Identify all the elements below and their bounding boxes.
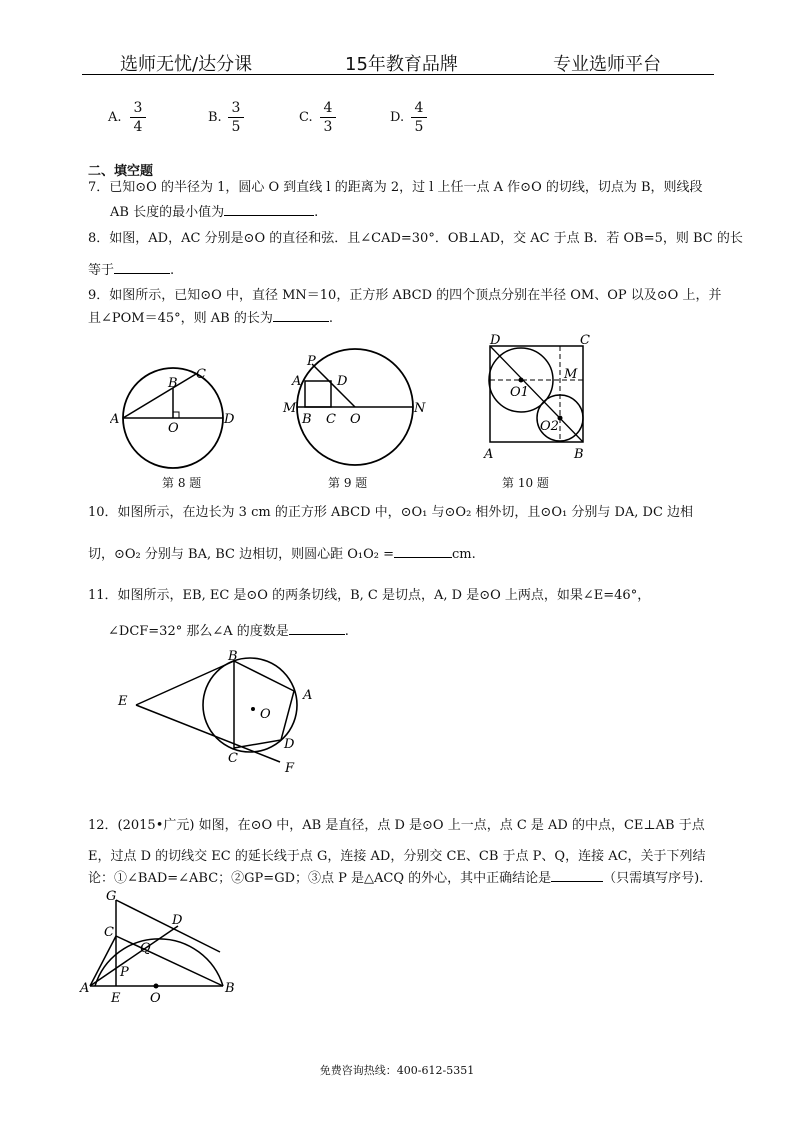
label-f: F xyxy=(285,761,295,776)
option-label: B. xyxy=(208,110,222,125)
radius-op xyxy=(312,364,355,407)
chord-ac xyxy=(90,936,116,986)
label-g: G xyxy=(106,889,117,904)
option-fraction xyxy=(411,100,427,135)
q11-line1: 11．如图所示，EB, EC 是⊙O 的两条切线，B, C 是切点，A, D 是⊙O 上两点，如果∠E=46°， xyxy=(88,588,651,603)
header-divider xyxy=(82,74,714,75)
q12-line1: 12．(2015•广元) 如图，在⊙O 中，AB 是直径，点 D 是⊙O 上一点，点 C 是 AD 的中点，CE⊥AB 于点 xyxy=(88,818,705,833)
right-angle-mark xyxy=(173,412,179,418)
label-n: N xyxy=(414,401,426,416)
footer-hotline: 免费咨询热线：400-612-5351 xyxy=(319,1064,475,1077)
label-d: D xyxy=(224,412,235,427)
figure-10 xyxy=(478,330,608,465)
q8-text: 等于 xyxy=(88,263,115,278)
label-e: E xyxy=(111,991,121,1006)
label-p: P xyxy=(120,965,129,980)
denominator: 5 xyxy=(414,119,424,135)
label-a: A xyxy=(80,981,90,996)
label-d: D xyxy=(172,913,183,928)
label-o: O xyxy=(150,991,161,1006)
denominator: 5 xyxy=(231,119,241,135)
label-c: C xyxy=(196,367,206,382)
label-o2: O2 xyxy=(540,419,559,434)
answer-blank xyxy=(394,545,452,558)
header-right: 专业选师平台 xyxy=(553,54,661,75)
center-o xyxy=(154,984,159,989)
numerator: 3 xyxy=(231,100,241,116)
q7-line1: 7．已知⊙O 的半径为 1，圆心 O 到直线 l 的距离为 2，过 l 上任一点 A 作⊙O 的切线，切点为 B，则线段 xyxy=(88,180,703,195)
chord-ac xyxy=(123,374,196,418)
figure-12 xyxy=(78,888,238,1008)
q11-text: ∠DCF=32° 那么∠A 的度数是 xyxy=(108,624,289,639)
figure-8 xyxy=(110,360,240,470)
header-center: 15年教育品牌 xyxy=(345,54,458,75)
label-o: O xyxy=(168,421,179,436)
label-p: P xyxy=(307,354,316,369)
label-o: O xyxy=(350,412,361,427)
option-label: A. xyxy=(108,110,122,125)
label-c: C xyxy=(580,333,590,348)
label-q: Q xyxy=(140,941,151,956)
label-m: M xyxy=(564,367,578,382)
chord-cb xyxy=(116,936,223,986)
answer-blank xyxy=(289,622,345,635)
q10-line2 xyxy=(88,545,476,563)
caption-8: 第 8 题 xyxy=(162,476,202,490)
caption-10: 第 10 题 xyxy=(502,476,549,490)
figure-9 xyxy=(280,345,430,470)
q12-line2: E，过点 D 的切线交 EC 的延长线于点 G，连接 AD，分别交 CE、CB 于点 P、Q，连接 AC，关于下列结 xyxy=(88,849,706,864)
label-b: B xyxy=(574,447,584,462)
q9-text: 且∠POM＝45°，则 AB 的长为 xyxy=(88,311,273,326)
label-d: D xyxy=(337,374,348,389)
tangent-ec-extended xyxy=(136,705,280,762)
q11-line2: ∠DCF=32° 那么∠A 的度数是 . xyxy=(108,624,349,639)
semicircle xyxy=(95,939,223,986)
denominator: 3 xyxy=(323,119,333,135)
center-o1 xyxy=(519,378,524,383)
answer-blank xyxy=(551,869,603,882)
option-label: D. xyxy=(390,110,405,125)
q7-line2: AB 长度的最小值为 . xyxy=(110,205,319,220)
label-o1: O1 xyxy=(510,385,529,400)
label-c: C xyxy=(228,751,238,766)
section-title: 二、填空题 xyxy=(88,164,154,179)
center-o xyxy=(251,707,255,711)
label-o: O xyxy=(260,707,271,722)
numerator: 3 xyxy=(133,100,143,116)
label-m: M xyxy=(283,401,297,416)
label-d: D xyxy=(490,333,501,348)
q10-line1: 10．如图所示，在边长为 3 cm 的正方形 ABCD 中，⊙O₁ 与⊙O₂ 相外切，且⊙O₁ 分别与 DA, DC 边相 xyxy=(88,505,694,520)
q8-line2: 等于 . xyxy=(88,263,175,278)
q10-text: 切，⊙O₂ 分别与 BA, BC 边相切，则圆心距 O₁O₂ = xyxy=(88,547,395,562)
label-b: B xyxy=(225,981,235,996)
q12-text: 论：①∠BAD=∠ABC；②GP=GD；③点 P 是△ACQ 的外心，其中正确结论是 xyxy=(88,871,552,886)
answer-blank xyxy=(273,309,329,322)
answer-blank xyxy=(224,203,314,216)
label-a: A xyxy=(303,688,313,703)
denominator: 4 xyxy=(133,119,143,135)
q12-line3 xyxy=(88,869,712,887)
diagonal-db xyxy=(490,346,583,442)
label-b: B xyxy=(228,649,238,664)
figure-11 xyxy=(110,648,340,778)
header-left: 选师无忧/达分课 xyxy=(120,54,253,75)
label-d: D xyxy=(284,737,295,752)
label-a: A xyxy=(292,374,302,389)
label-b: B xyxy=(168,376,178,391)
numerator: 4 xyxy=(414,100,424,116)
label-b: B xyxy=(302,412,312,427)
label-a: A xyxy=(484,447,494,462)
label-a: A xyxy=(110,412,120,427)
answer-blank xyxy=(114,261,170,274)
tangent-eb xyxy=(136,661,234,705)
option-fraction xyxy=(130,100,146,135)
label-c: C xyxy=(104,925,114,940)
numerator: 4 xyxy=(323,100,333,116)
q10-unit: cm. xyxy=(452,547,476,562)
q8-line1: 8．如图，AD，AC 分别是⊙O 的直径和弦．且∠CAD=30°．OB⊥AD，交 AC 于点 B．若 OB=5，则 BC 的长 xyxy=(88,231,743,246)
q7-text: AB 长度的最小值为 xyxy=(110,205,225,220)
q9-line2: 且∠POM＝45°，则 AB 的长为 . xyxy=(88,311,333,326)
option-label: C. xyxy=(299,110,313,125)
option-fraction xyxy=(320,100,336,135)
label-c: C xyxy=(326,412,336,427)
square-abcd xyxy=(305,381,331,407)
option-fraction xyxy=(228,100,244,135)
q9-line1: 9．如图所示，已知⊙O 中，直径 MN＝10，正方形 ABCD 的四个顶点分别在半径 OM、OP 以及⊙O 上，并 xyxy=(88,288,722,303)
caption-9: 第 9 题 xyxy=(328,476,368,490)
q12-tail: （只需填写序号)． xyxy=(603,871,713,886)
label-e: E xyxy=(118,694,128,709)
